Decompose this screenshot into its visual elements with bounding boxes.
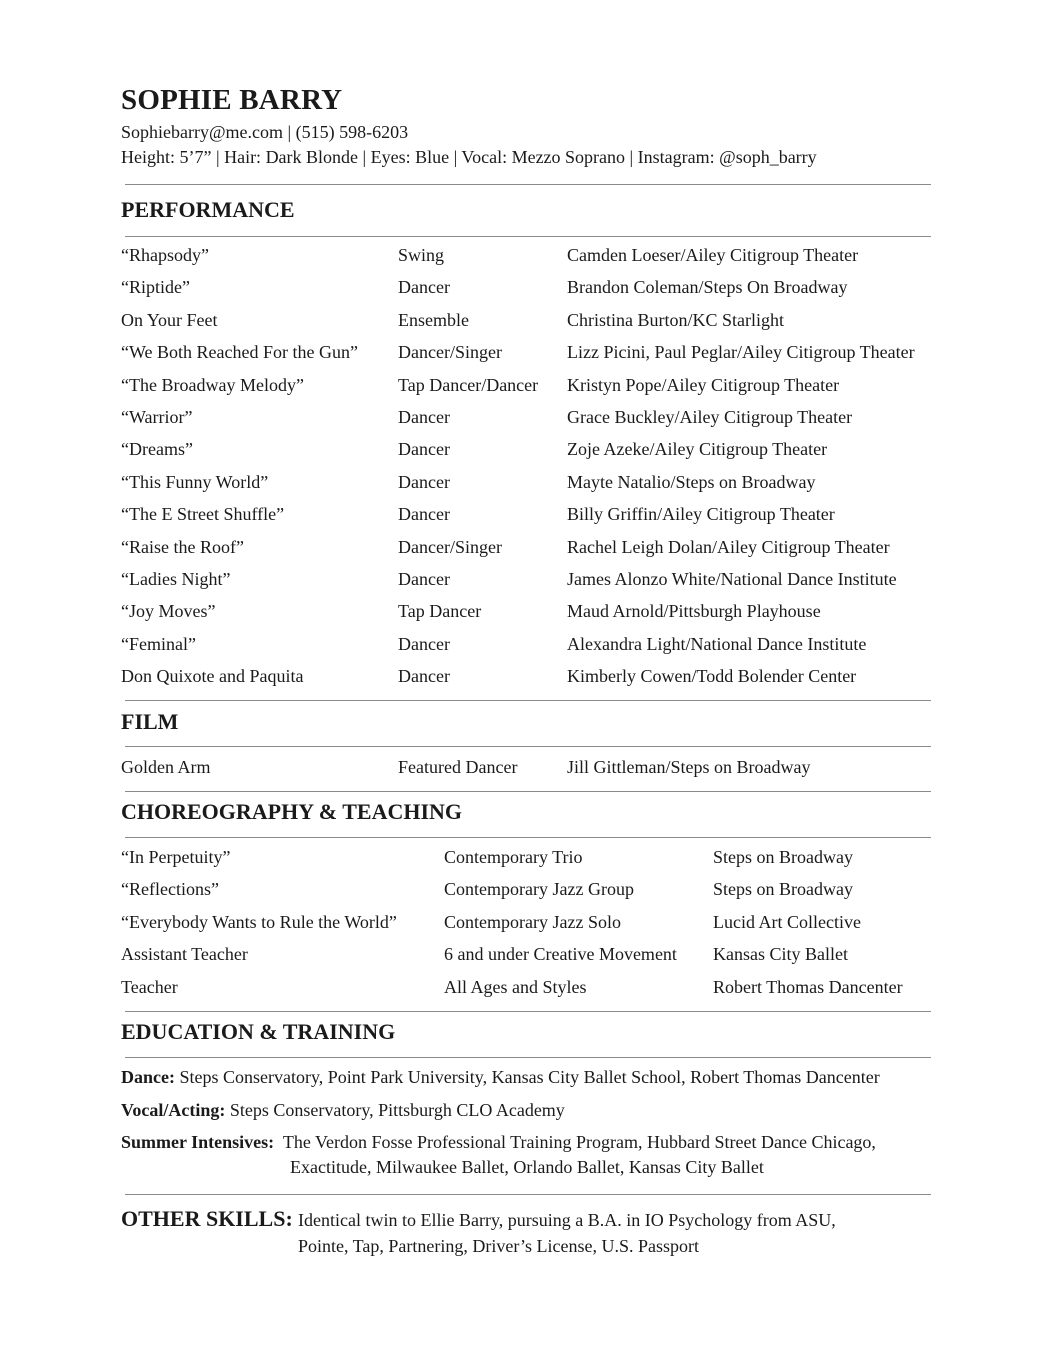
education-vocal-text: Steps Conservatory, Pittsburgh CLO Academy — [229, 1100, 565, 1120]
row-role: Swing — [398, 245, 445, 265]
row-credit: Kimberly Cowen/Todd Bolender Center — [567, 666, 857, 687]
row-role: Contemporary Trio — [444, 847, 583, 867]
stats-line: Height: 5’7” | Hair: Dark Blonde | Eyes: Blue | Vocal: Mezzo Soprano | Instagram: @soph_barry — [121, 147, 817, 167]
row-role: Dancer — [398, 407, 450, 427]
row-credit: Maud Arnold/Pittsburgh Playhouse — [567, 601, 821, 622]
row-credit: Steps on Broadway — [713, 847, 853, 867]
table-row — [0, 340, 1042, 364]
table-row — [0, 877, 1042, 901]
row-credit: Alexandra Light/National Dance Institute — [567, 633, 867, 654]
row-credit: Lizz Picini, Paul Peglar/Ailey Citigroup Theater — [567, 342, 915, 363]
row-title: “Rhapsody” — [121, 245, 209, 265]
table-row — [0, 470, 1042, 494]
education-vocal-label: Vocal/Acting: — [121, 1100, 226, 1120]
education-summer — [121, 1130, 876, 1154]
table-row — [0, 975, 1042, 999]
row-title: “This Funny World” — [121, 471, 269, 492]
table-row — [0, 437, 1042, 461]
row-title: “Warrior” — [121, 407, 193, 427]
row-credit: Kansas City Ballet — [713, 944, 848, 965]
table-row — [0, 243, 1042, 267]
row-role: Dancer — [398, 439, 450, 460]
row-credit: James Alonzo White/National Dance Institute — [567, 569, 897, 589]
row-title: “Dreams” — [121, 439, 193, 460]
row-title: “The E Street Shuffle” — [121, 504, 285, 525]
education-summer-label: Summer Intensives: — [121, 1132, 275, 1152]
education-summer-text-2: Exactitude, Milwaukee Ballet, Orlando Ballet, Kansas City Ballet — [290, 1157, 764, 1177]
row-title: Don Quixote and Paquita — [121, 666, 304, 687]
education-dance — [121, 1065, 880, 1089]
row-title: “Everybody Wants to Rule the World” — [121, 911, 397, 932]
row-credit: Kristyn Pope/Ailey Citigroup Theater — [567, 374, 840, 395]
row-credit: Robert Thomas Dancenter — [713, 976, 903, 997]
row-credit: Lucid Art Collective — [713, 911, 861, 932]
section-divider — [125, 236, 931, 237]
row-role: Tap Dancer — [398, 601, 482, 622]
table-row — [0, 942, 1042, 966]
section-divider — [125, 700, 931, 701]
row-role: Dancer — [398, 471, 450, 492]
row-credit: Rachel Leigh Dolan/Ailey Citigroup Theater — [567, 536, 890, 557]
film-title: FILM — [121, 709, 179, 734]
section-divider — [125, 1057, 931, 1058]
table-row — [0, 910, 1042, 934]
row-title: “Joy Moves” — [121, 601, 216, 622]
row-role: Dancer — [398, 504, 450, 525]
row-credit: Mayte Natalio/Steps on Broadway — [567, 471, 816, 492]
row-role: All Ages and Styles — [444, 976, 587, 997]
table-row — [0, 502, 1042, 526]
row-role: Dancer/Singer — [398, 342, 502, 363]
table-row — [0, 664, 1042, 688]
row-title: “Ladies Night” — [121, 569, 231, 589]
education-title: EDUCATION & TRAINING — [121, 1019, 396, 1044]
row-credit: Grace Buckley/Ailey Citigroup Theater — [567, 407, 853, 427]
section-divider — [125, 837, 931, 838]
skills-text-1: Identical twin to Ellie Barry, pursuing a B.A. in IO Psychology from ASU, — [298, 1210, 836, 1230]
row-role: Contemporary Jazz Solo — [444, 911, 621, 932]
table-row — [0, 308, 1042, 332]
table-row — [0, 632, 1042, 656]
row-role: 6 and under Creative Movement — [444, 944, 677, 965]
row-credit: Christina Burton/KC Starlight — [567, 309, 785, 330]
row-title: Golden Arm — [121, 757, 211, 777]
table-row — [0, 845, 1042, 869]
table-row — [0, 599, 1042, 623]
row-role: Dancer/Singer — [398, 536, 502, 557]
row-credit: Jill Gittleman/Steps on Broadway — [567, 757, 811, 777]
resume-name: SOPHIE BARRY — [121, 84, 343, 116]
education-dance-label: Dance: — [121, 1067, 175, 1087]
table-row — [0, 535, 1042, 559]
row-title: “In Perpetuity” — [121, 847, 231, 867]
row-title: “Raise the Roof” — [121, 536, 244, 557]
row-role: Tap Dancer/Dancer — [398, 374, 539, 395]
education-dance-text: Steps Conservatory, Point Park University, Kansas City Ballet School, Robert Thomas Dancenter — [179, 1067, 880, 1087]
row-credit: Billy Griffin/Ailey Citigroup Theater — [567, 504, 835, 525]
section-divider — [125, 746, 931, 747]
row-title: “The Broadway Melody” — [121, 374, 304, 395]
row-role: Dancer — [398, 569, 450, 589]
row-role: Ensemble — [398, 309, 469, 330]
row-title: “Reflections” — [121, 879, 219, 900]
row-title: Assistant Teacher — [121, 944, 248, 965]
row-credit: Zoje Azeke/Ailey Citigroup Theater — [567, 439, 828, 460]
skills-title: OTHER SKILLS: — [121, 1206, 293, 1231]
row-role: Dancer — [398, 277, 450, 298]
contact-line: Sophiebarry@me.com | (515) 598-6203 — [121, 122, 409, 142]
table-row — [0, 275, 1042, 299]
row-title: On Your Feet — [121, 309, 218, 330]
row-title: “Feminal” — [121, 633, 196, 654]
skills-text-2: Pointe, Tap, Partnering, Driver’s License, U.S. Passport — [298, 1236, 700, 1256]
section-divider — [125, 1011, 931, 1012]
table-row — [0, 405, 1042, 429]
row-role: Contemporary Jazz Group — [444, 879, 634, 900]
row-credit: Steps on Broadway — [713, 879, 853, 900]
education-summer-text-1: The Verdon Fosse Professional Training Program, Hubbard Street Dance Chicago, — [282, 1132, 876, 1152]
row-title: “We Both Reached For the Gun” — [121, 342, 358, 363]
section-divider — [125, 1194, 931, 1195]
table-row — [0, 755, 1042, 779]
row-role: Dancer — [398, 633, 450, 654]
table-row — [0, 373, 1042, 397]
row-credit: Camden Loeser/Ailey Citigroup Theater — [567, 245, 859, 265]
section-divider — [125, 184, 931, 185]
row-title: “Riptide” — [121, 277, 190, 298]
row-role: Featured Dancer — [398, 757, 518, 777]
section-divider — [125, 791, 931, 792]
row-credit: Brandon Coleman/Steps On Broadway — [567, 277, 848, 298]
choreography-title: CHOREOGRAPHY & TEACHING — [121, 799, 463, 824]
table-row — [0, 567, 1042, 591]
education-vocal — [121, 1098, 565, 1122]
row-role: Dancer — [398, 666, 450, 687]
performance-title: PERFORMANCE — [121, 197, 295, 222]
row-title: Teacher — [121, 976, 178, 997]
